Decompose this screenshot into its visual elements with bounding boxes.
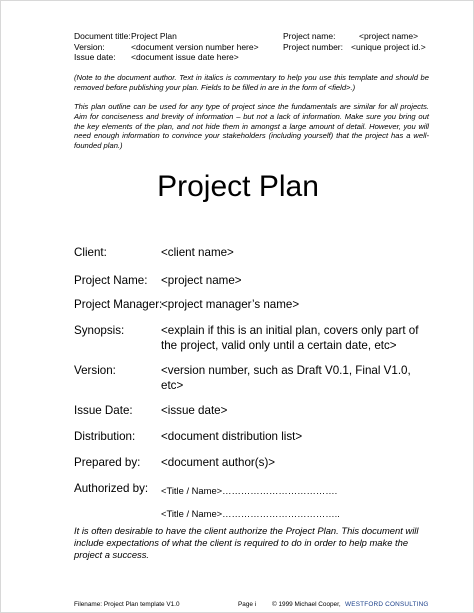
issue-date-field-label: Issue Date: bbox=[74, 404, 133, 417]
prepared-by-label: Prepared by: bbox=[74, 456, 141, 469]
header-project-name bbox=[283, 31, 418, 42]
client-label: Client: bbox=[74, 246, 107, 259]
footer-copyright: © 1999 Michael Cooper, bbox=[272, 601, 341, 608]
closing-paragraph: It is often desirable to have the client authorize the Project Plan. This document will include expectations of what the client is required to do in order to help make the project a success. bbox=[74, 525, 419, 560]
version-field-value: <version number, such as Draft V0.1, Final V1.0, etc> bbox=[161, 364, 411, 392]
plan-outline-note: This plan outline can be used for any type of project since the fundamentals are similar for all projects. Aim for conciseness and brevity of information – but not a lack of information. Make sure you bring out the key elements of the plan, and not hide them in amongst a large amount of detail. However, you will need enough information to convince your stakeholders (including yourself) that the project has a well-founded plan.) bbox=[74, 102, 429, 151]
issue-date-label: Issue date: bbox=[74, 52, 116, 62]
author-note: (Note to the document author. Text in italics is commentary to help you use this template and should be removed before publishing your plan. Fields to be filled in are in the form of <field>.) bbox=[74, 73, 429, 92]
distribution-label: Distribution: bbox=[74, 430, 136, 443]
doc-title-label: Document title: bbox=[74, 31, 131, 41]
prepared-by-value: <document author(s)> bbox=[161, 456, 276, 469]
header-project-number bbox=[283, 42, 426, 53]
project-manager-value: <project manager’s name> bbox=[161, 298, 300, 311]
page-title: Project Plan bbox=[157, 170, 319, 203]
issue-date-value: <document issue date here> bbox=[131, 52, 239, 62]
version-label: Version: bbox=[74, 41, 105, 52]
footer-page: Page i bbox=[238, 601, 257, 608]
distribution-value: <document distribution list> bbox=[161, 430, 303, 443]
project-number-label: Project number: bbox=[283, 41, 343, 52]
header-version bbox=[74, 42, 259, 53]
header-doc-title bbox=[74, 31, 177, 42]
authorized-by-line-2: <Title / Name>……………………………….. bbox=[161, 508, 340, 519]
project-number-value: <unique project id.> bbox=[351, 41, 426, 52]
authorized-by-label: Authorized by: bbox=[74, 482, 149, 495]
version-field-label: Version: bbox=[74, 364, 116, 377]
project-name-field-label: Project Name: bbox=[74, 274, 148, 287]
client-value: <client name> bbox=[161, 246, 234, 259]
version-value: <document version number here> bbox=[131, 41, 259, 52]
doc-title-value: Project Plan bbox=[131, 31, 177, 41]
footer-filename: Filename: Project Plan template V1.0 bbox=[74, 601, 180, 608]
issue-date-field-value: <issue date> bbox=[161, 404, 228, 417]
header-issue-date bbox=[74, 52, 239, 63]
synopsis-value: <explain if this is an initial plan, covers only part of the project, valid only until a certain date, etc> bbox=[161, 324, 419, 352]
authorized-by-line-1: <Title / Name>………………………………. bbox=[161, 485, 338, 496]
synopsis-label: Synopsis: bbox=[74, 324, 125, 337]
project-name-field-value: <project name> bbox=[161, 274, 242, 287]
project-name-value: <project name> bbox=[359, 31, 419, 41]
project-manager-label: Project Manager: bbox=[74, 298, 163, 311]
footer-brand: WESTFORD CONSULTING bbox=[345, 601, 429, 608]
project-name-label: Project name: bbox=[283, 31, 336, 41]
